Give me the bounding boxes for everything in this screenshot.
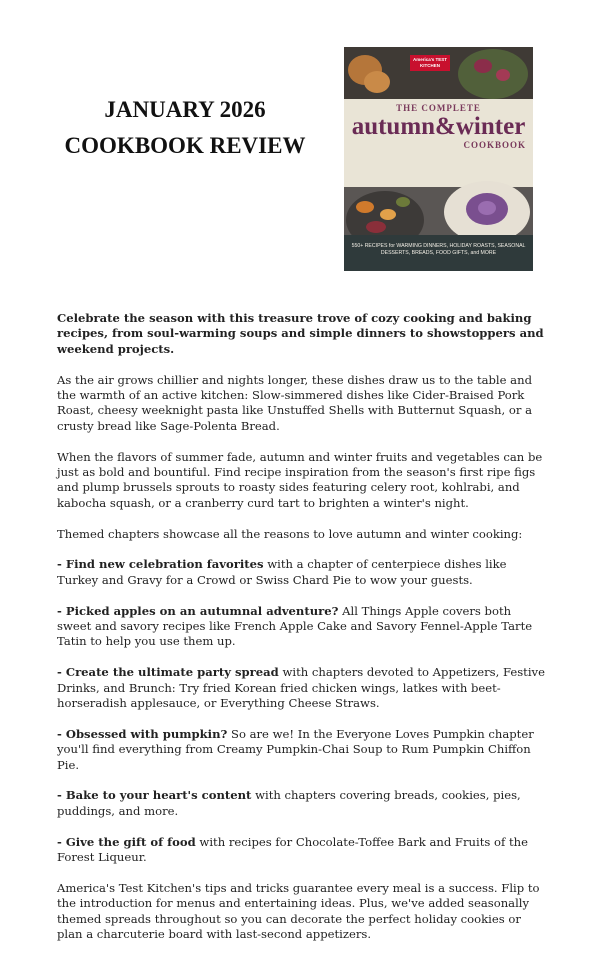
list-item (57, 557, 545, 588)
list-item-bold: - Give the gift of food (57, 834, 196, 849)
article-paragraph-3: Themed chapters showcase all the reasons to love autumn and winter cooking: (57, 526, 523, 541)
list-item-text: So are we! In the Everyone Loves Pumpkin chapter you'll find everything from Creamy Pumpkin-Chai Soup to Rum Pumpkin Chiffon Pie. (57, 726, 534, 772)
list-item-bold: - Obsessed with pumpkin? (57, 726, 228, 741)
list-item-bold: - Bake to your heart's content (57, 788, 252, 803)
heading-month: JANUARY 2026 (104, 97, 266, 122)
list-item-bold: - Picked apples on an autumnal adventure? (57, 603, 339, 618)
list-item (57, 835, 545, 866)
list-item (57, 604, 545, 650)
article-paragraph-4: America's Test Kitchen's tips and tricks guarantee every meal is a success. Flip to the introduction for menus and entertaining ideas. Plus, we've added seasonally themed spreads throughout so you can decorate the perfect holiday cookies or plan a charcuterie board with last-second appetizers. (57, 880, 540, 942)
cover-subtitle: 550+ RECIPES for WARMING DINNERS, HOLIDAY ROASTS, SEASONAL DESSERTS, BREADS, FOOD GIFTS, and MORE (351, 243, 526, 256)
review-heading (40, 92, 330, 163)
article-paragraph-1: As the air grows chillier and nights longer, these dishes draw us to the table and the warmth of an active kitchen: Slow-simmered dishes like Cider-Braised Pork Roast, cheesy weeknight pasta like Unstuffed Shells with Butternut Squash, or a crusty bread like Sage-Polenta Bread. (57, 372, 532, 433)
cover-title-bottom: COOKBOOK (463, 140, 526, 150)
list-item-bold: - Create the ultimate party spread (57, 665, 279, 680)
list-item (57, 727, 545, 773)
list-item-text: with chapters devoted to Appetizers, Festive Drinks, and Brunch: Try fried Korean fried chicken wings, latkes with beet-horseradish applesauce, or Everything Cheese Straws. (57, 665, 545, 711)
article-body (57, 311, 545, 958)
list-item-text: All Things Apple covers both sweet and savory recipes like French Apple Cake and Savory Fennel-Apple Tarte Tatin to help you use them up. (57, 603, 533, 649)
list-item-text: with a chapter of centerpiece dishes like Turkey and Gravy for a Crowd or Swiss Chard Pie to wow your guests. (57, 557, 507, 587)
heading-title: COOKBOOK REVIEW (64, 132, 306, 158)
article-paragraph-2: When the flavors of summer fade, autumn and winter fruits and vegetables can be just as bold and bountiful. Find recipe inspiration from the season's first ripe figs and plump brussels sprouts to roasty sides featuring celery root, kohlrabi, and kabocha squash, or a cranberry curd tart to brighten a winter's night. (57, 449, 543, 510)
list-item (57, 788, 545, 819)
publisher-logo: America's TEST KITCHEN (410, 55, 450, 71)
list-item-text: with recipes for Chocolate-Toffee Bark and Fruits of the Forest Liqueur. (57, 834, 528, 865)
list-item-text: with chapters covering breads, cookies, pies, puddings, and more. (57, 788, 521, 818)
book-cover (344, 47, 533, 271)
chapter-list (57, 557, 545, 865)
list-item-bold: - Find new celebration favorites (57, 557, 264, 572)
cover-title-top: THE COMPLETE (396, 103, 481, 113)
article-lead: Celebrate the season with this treasure trove of cozy cooking and baking recipes, from soul-warming soups and simple dinners to showstoppers and weekend projects. (57, 311, 544, 356)
list-item (57, 665, 545, 711)
cover-title-main: autumn&winter (351, 113, 526, 140)
